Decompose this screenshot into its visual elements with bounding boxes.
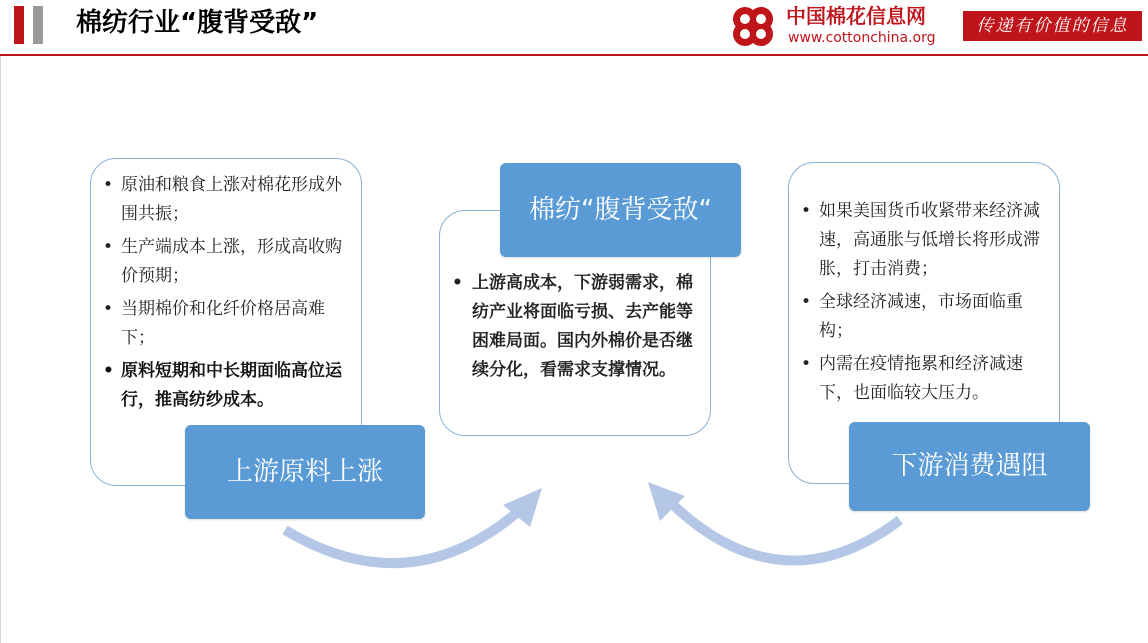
upstream-bullet: • 原料短期和中长期面临高位运行，推高纺纱成本。 (97, 357, 347, 415)
upstream-label-node: 上游原料上涨 (185, 425, 425, 519)
slide-left-border (0, 56, 1, 643)
slogan-banner: 传递有价值的信息 (963, 11, 1142, 41)
slide-header (0, 0, 1148, 55)
cotton-logo-icon (728, 3, 778, 49)
slide-title: 棉纺行业“腹背受敌” (76, 8, 319, 38)
left-arrowhead-icon (503, 488, 542, 527)
header-accent-red-bar (14, 6, 24, 44)
downstream-bullet: • 内需在疫情拖累和经济减速下，也面临较大压力。 (795, 350, 1047, 408)
header-divider (0, 54, 1148, 56)
center-label-node: 棉纺“腹背受敌“ (500, 163, 741, 257)
upstream-bullet: • 当期棉价和化纤价格居高难下； (97, 295, 347, 353)
center-bullet: • 上游高成本，下游弱需求，棉纺产业将面临亏损、去产能等困难局面。国内外棉价是否继续分化，看需求支撑情况。 (448, 269, 704, 385)
upstream-bullet: • 生产端成本上涨，形成高收购价预期； (97, 233, 347, 291)
logo-site-name: 中国棉花信息网 (786, 4, 926, 28)
downstream-bullet-list (795, 197, 1047, 408)
downstream-label-node: 下游消费遇阻 (849, 422, 1090, 511)
upstream-bullet-list (97, 171, 347, 415)
logo-site-url: www.cottonchina.org (788, 30, 936, 46)
upstream-bullet: • 原油和粮食上涨对棉花形成外围共振； (97, 171, 347, 229)
downstream-bullet: • 如果美国货币收紧带来经济减速，高通胀与低增长将形成滞胀，打击消费； (795, 197, 1047, 284)
downstream-bullet: • 全球经济减速，市场面临重构； (795, 288, 1047, 346)
right-arrowhead-icon (648, 482, 685, 521)
header-accent-gray-bar (33, 6, 43, 44)
center-bullet-list (448, 269, 704, 385)
